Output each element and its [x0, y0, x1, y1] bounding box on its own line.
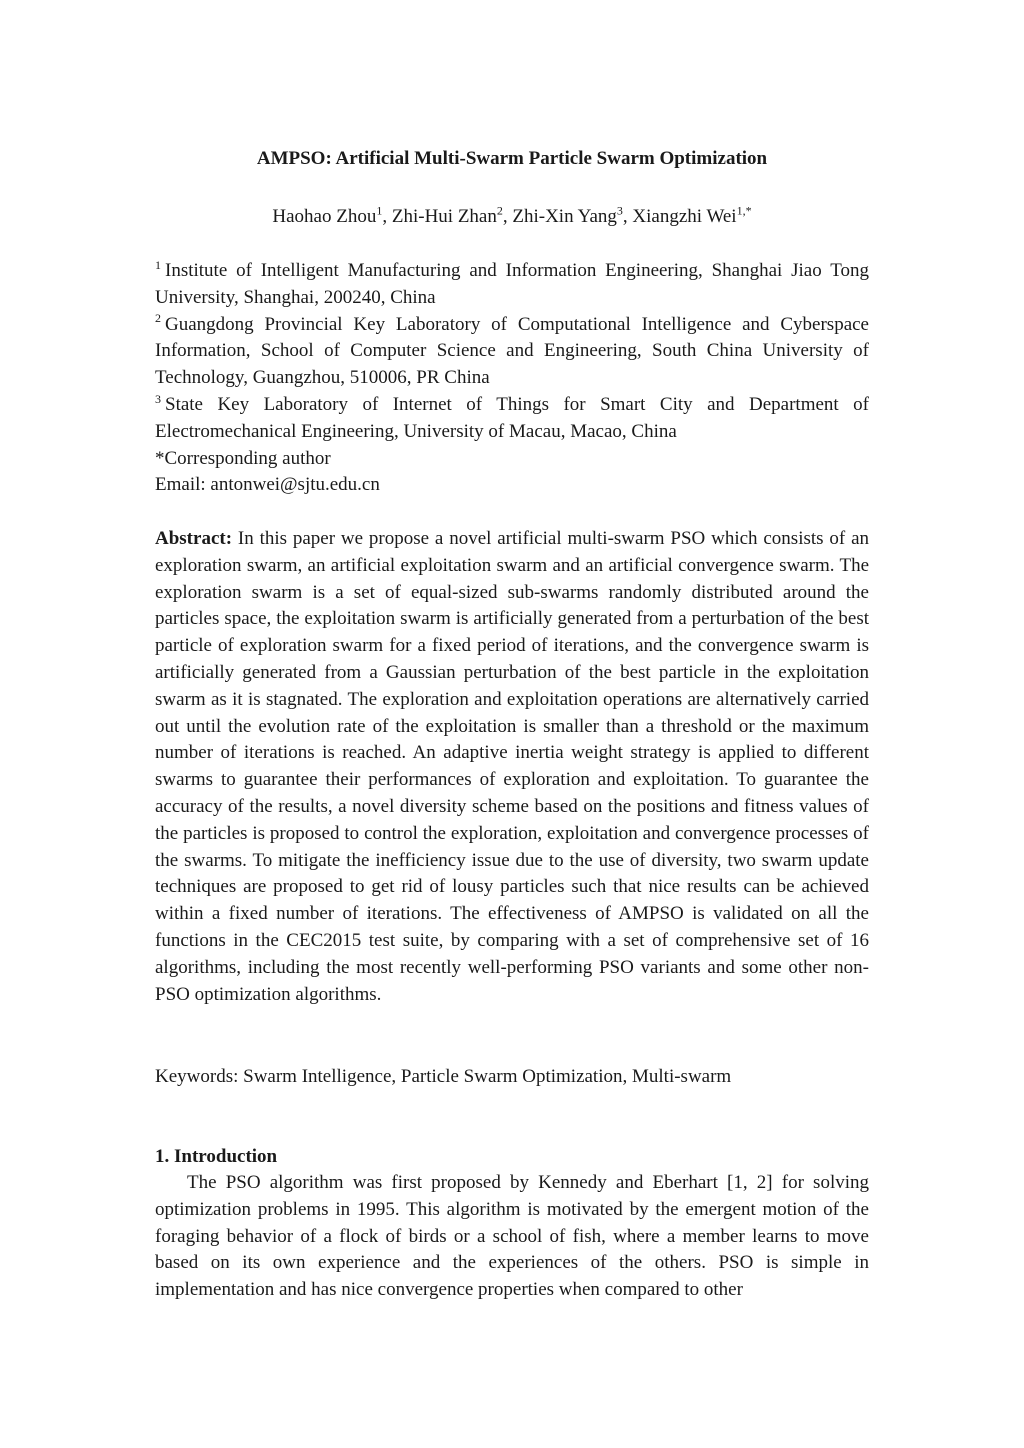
author: Zhi-Hui Zhan$^2$,: [391, 203, 513, 227]
intro-paragraph: The PSO algorithm was first proposed by Kennedy and Eberhart [1, 2] for solving optimization problems in 1995. This algorithm is motivated by the emergent motion of the foraging behavior of a flock of birds or a school of fish, where a member learns to move based on its own experience and the experiences of the others. PSO is simple in implementation and has nice convergence properties when compared to other: [155, 1172, 869, 1301]
keywords: Keywords: Swarm Intelligence, Particle Swarm Optimization, Multi-swarm: [155, 1066, 732, 1087]
author: Zhi-Xin Yang$^3$,: [512, 203, 633, 227]
section-heading: 1. Introduction: [155, 1146, 278, 1167]
author: Xiangzhi Wei$^{1,*}$: [632, 203, 752, 227]
author: Haohao Zhou$^1$,: [272, 203, 392, 227]
author-list: [155, 205, 869, 229]
contact-email: Email: antonwei@sjtu.edu.cn: [155, 474, 380, 496]
abstract-text: In this paper we propose a novel artificial multi-swarm PSO which consists of an exploration swarm, an artificial exploitation swarm and an artificial convergence swarm. The exploration swarm is a set of equal-sized sub-swarms randomly distributed around the particles space, the exploitation swarm is artificially generated from a perturbation of the best particle of exploration swarm for a fixed period of iterations, and the convergence swarm is artificially generated from a Gaussian perturbation of the best particle in the exploitation swarm as it is stagnated. The exploration and exploitation operations are alternatively carried out until the evolution rate of the exploitation is smaller than a threshold or the maximum number of iterations is reached. An adaptive inertia weight strategy is applied to different swarms to guarantee their performances of exploration and exploitation. To guarantee the accuracy of the results, a novel diversity scheme based on the positions and fitness values of the particles is proposed to control the exploration, exploitation and convergence processes of the swarms. To mitigate the inefficiency issue due to the use of diversity, two swarm update techniques are proposed to get rid of lousy particles such that nice results can be achieved within a fixed number of iterations. The effectiveness of AMPSO is validated on all the functions in the CEC2015 test suite, by comparing with a set of comprehensive set of 16 algorithms, including the most recently well-performing PSO variants and some other non-PSO optimization algorithms.: [155, 528, 870, 1005]
abstract: [155, 526, 869, 1008]
abstract-label: Abstract:: [155, 528, 233, 549]
affiliation: $^2$ Guangdong Provincial Key Laboratory of Computational Intelligence and Cyberspace Information, School of Computer Science and Engineering, South China University of Technology, Guangzhou, 510006, PR China: [155, 311, 869, 389]
corresponding-author-note: *Corresponding author: [155, 447, 331, 469]
affiliation: $^1$ Institute of Intelligent Manufacturing and Information Engineering, Shanghai Jiao Tong University, Shanghai, 200240, China: [155, 257, 869, 308]
paper-title: AMPSO: Artificial Multi-Swarm Particle Swarm Optimization: [256, 148, 768, 169]
affiliations: [155, 258, 869, 499]
affiliation: $^3$ State Key Laboratory of Internet of Things for Smart City and Department of Electromechanical Engineering, University of Macau, Macao, China: [155, 391, 869, 442]
